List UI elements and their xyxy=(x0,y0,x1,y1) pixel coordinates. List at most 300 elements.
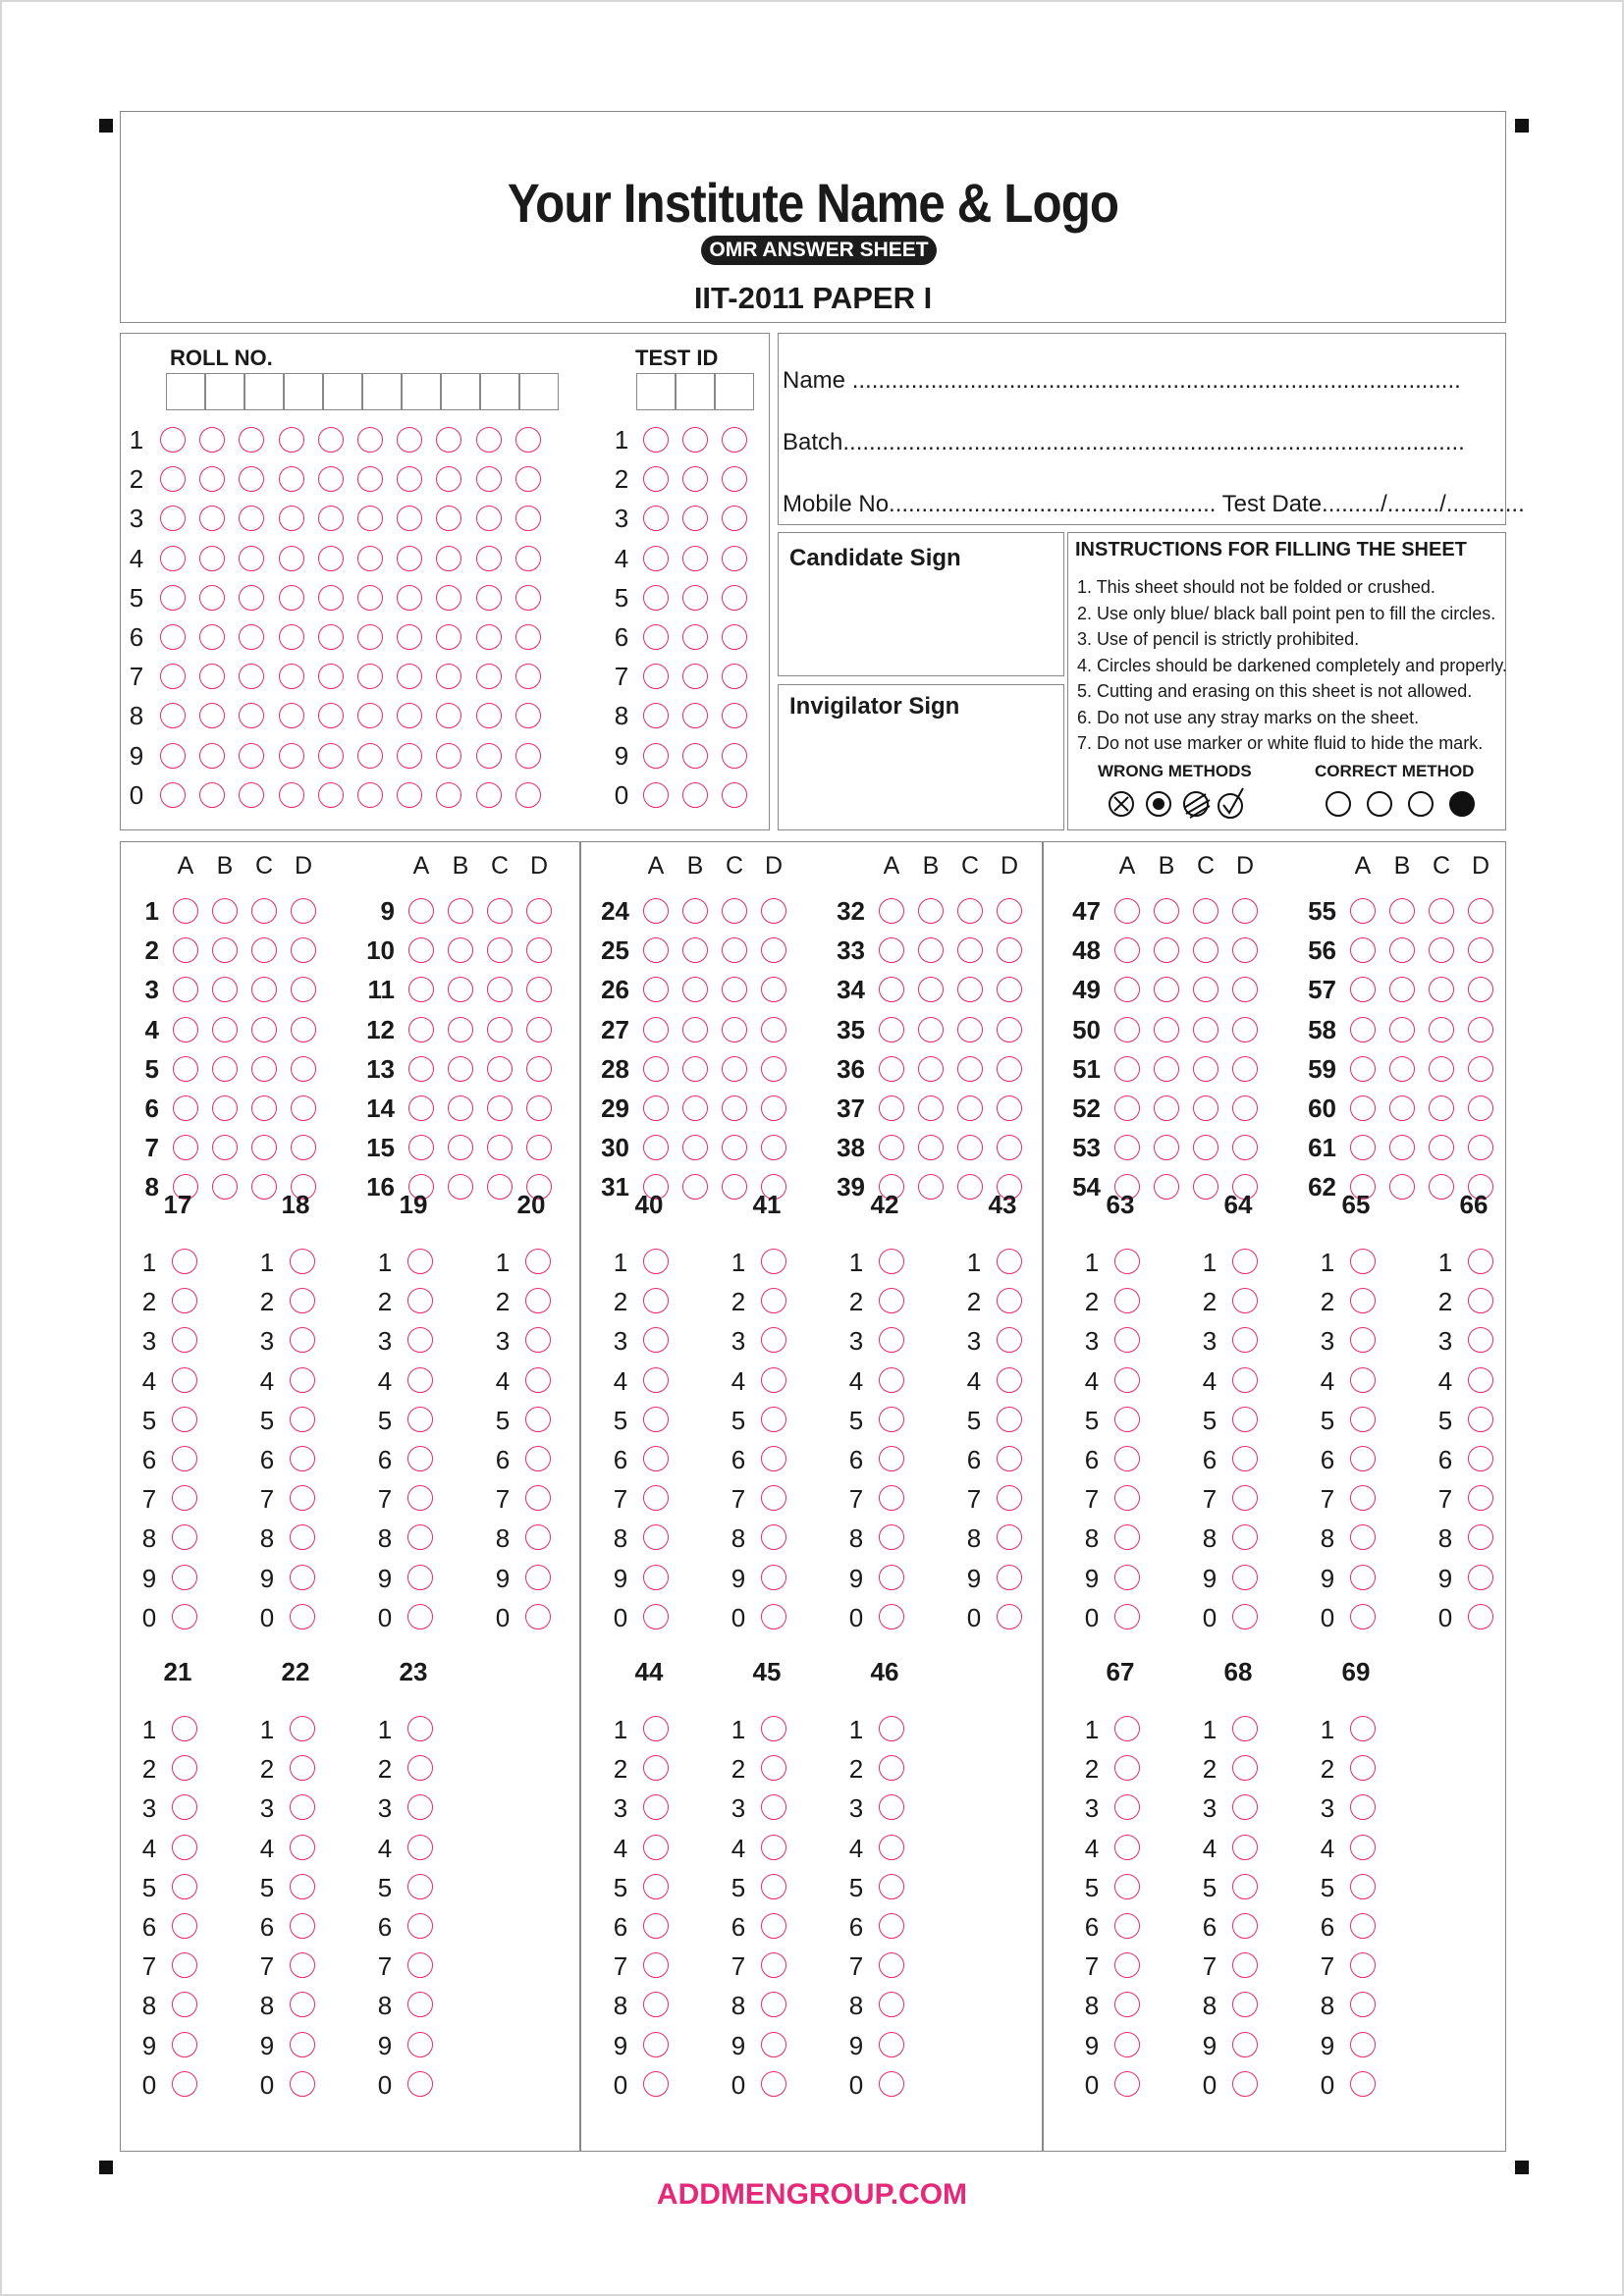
roll-no-bubble[interactable] xyxy=(476,506,502,531)
integer-bubble[interactable] xyxy=(172,2032,197,2057)
answer-bubble[interactable] xyxy=(448,1017,473,1042)
answer-bubble[interactable] xyxy=(212,898,238,924)
integer-bubble[interactable] xyxy=(761,1367,786,1393)
test-id-bubble[interactable] xyxy=(722,546,747,571)
answer-bubble[interactable] xyxy=(1429,1135,1454,1160)
test-id-bubble[interactable] xyxy=(682,585,708,611)
integer-bubble[interactable] xyxy=(1232,1565,1258,1590)
roll-no-bubble[interactable] xyxy=(318,506,344,531)
roll-no-bubble[interactable] xyxy=(515,427,541,453)
answer-bubble[interactable] xyxy=(173,1017,198,1042)
test-id-bubble[interactable] xyxy=(682,782,708,808)
answer-bubble[interactable] xyxy=(448,1095,473,1121)
answer-bubble[interactable] xyxy=(957,898,983,924)
integer-bubble[interactable] xyxy=(172,1407,197,1432)
answer-bubble[interactable] xyxy=(643,1017,669,1042)
answer-bubble[interactable] xyxy=(212,1095,238,1121)
roll-no-bubble[interactable] xyxy=(476,703,502,728)
test-id-bubble[interactable] xyxy=(682,546,708,571)
integer-bubble[interactable] xyxy=(525,1485,551,1511)
integer-bubble[interactable] xyxy=(1114,1716,1140,1741)
answer-bubble[interactable] xyxy=(448,937,473,963)
answer-bubble[interactable] xyxy=(879,1056,904,1082)
answer-bubble[interactable] xyxy=(408,898,434,924)
integer-bubble[interactable] xyxy=(525,1288,551,1313)
integer-bubble[interactable] xyxy=(407,1446,433,1471)
roll-no-bubble[interactable] xyxy=(357,585,383,611)
integer-bubble[interactable] xyxy=(172,1913,197,1939)
answer-bubble[interactable] xyxy=(722,937,747,963)
answer-bubble[interactable] xyxy=(1389,898,1415,924)
integer-bubble[interactable] xyxy=(1468,1288,1493,1313)
integer-bubble[interactable] xyxy=(1114,2032,1140,2057)
integer-bubble[interactable] xyxy=(997,1446,1022,1471)
integer-bubble[interactable] xyxy=(407,1288,433,1313)
answer-bubble[interactable] xyxy=(212,1017,238,1042)
answer-bubble[interactable] xyxy=(448,1135,473,1160)
integer-bubble[interactable] xyxy=(643,2032,669,2057)
integer-bubble[interactable] xyxy=(643,2071,669,2097)
roll-no-bubble[interactable] xyxy=(515,624,541,650)
roll-no-bubble[interactable] xyxy=(239,782,264,808)
roll-no-bubble[interactable] xyxy=(397,427,422,453)
answer-bubble[interactable] xyxy=(957,1095,983,1121)
answer-bubble[interactable] xyxy=(918,937,944,963)
integer-bubble[interactable] xyxy=(879,1874,904,1899)
integer-bubble[interactable] xyxy=(172,1952,197,1978)
answer-bubble[interactable] xyxy=(682,1095,708,1121)
integer-bubble[interactable] xyxy=(525,1367,551,1393)
answer-bubble[interactable] xyxy=(1232,1095,1258,1121)
integer-bubble[interactable] xyxy=(1350,1446,1376,1471)
answer-bubble[interactable] xyxy=(879,1095,904,1121)
roll-no-bubble[interactable] xyxy=(199,782,225,808)
integer-bubble[interactable] xyxy=(997,1565,1022,1590)
integer-bubble[interactable] xyxy=(879,1485,904,1511)
test-id-bubble[interactable] xyxy=(643,624,669,650)
answer-bubble[interactable] xyxy=(1389,1135,1415,1160)
integer-bubble[interactable] xyxy=(879,1952,904,1978)
answer-bubble[interactable] xyxy=(1232,1017,1258,1042)
integer-bubble[interactable] xyxy=(1232,1485,1258,1511)
roll-no-bubble[interactable] xyxy=(199,546,225,571)
answer-bubble[interactable] xyxy=(1429,937,1454,963)
roll-no-bubble[interactable] xyxy=(476,624,502,650)
answer-bubble[interactable] xyxy=(1154,1056,1179,1082)
roll-no-bubble[interactable] xyxy=(318,703,344,728)
roll-no-bubble[interactable] xyxy=(357,427,383,453)
answer-bubble[interactable] xyxy=(526,898,552,924)
answer-bubble[interactable] xyxy=(1389,1095,1415,1121)
answer-bubble[interactable] xyxy=(1468,1056,1493,1082)
answer-bubble[interactable] xyxy=(1193,937,1218,963)
roll-no-bubble[interactable] xyxy=(476,466,502,492)
answer-bubble[interactable] xyxy=(448,898,473,924)
integer-bubble[interactable] xyxy=(290,1446,315,1471)
integer-bubble[interactable] xyxy=(1350,1565,1376,1590)
integer-bubble[interactable] xyxy=(407,1874,433,1899)
integer-bubble[interactable] xyxy=(172,1604,197,1629)
integer-bubble[interactable] xyxy=(290,2032,315,2057)
integer-bubble[interactable] xyxy=(407,1565,433,1590)
integer-bubble[interactable] xyxy=(643,1367,669,1393)
answer-bubble[interactable] xyxy=(1429,898,1454,924)
integer-bubble[interactable] xyxy=(761,1288,786,1313)
roll-no-bubble[interactable] xyxy=(318,782,344,808)
integer-bubble[interactable] xyxy=(643,1604,669,1629)
integer-bubble[interactable] xyxy=(1350,2071,1376,2097)
integer-bubble[interactable] xyxy=(290,1249,315,1274)
integer-bubble[interactable] xyxy=(879,1446,904,1471)
integer-bubble[interactable] xyxy=(1114,1407,1140,1432)
answer-bubble[interactable] xyxy=(1468,937,1493,963)
integer-bubble[interactable] xyxy=(525,1604,551,1629)
integer-bubble[interactable] xyxy=(761,1913,786,1939)
integer-bubble[interactable] xyxy=(1232,1913,1258,1939)
integer-bubble[interactable] xyxy=(1232,1249,1258,1274)
answer-bubble[interactable] xyxy=(526,1095,552,1121)
roll-no-bubble[interactable] xyxy=(515,782,541,808)
integer-bubble[interactable] xyxy=(879,1755,904,1781)
answer-bubble[interactable] xyxy=(879,1017,904,1042)
integer-bubble[interactable] xyxy=(643,1288,669,1313)
integer-bubble[interactable] xyxy=(643,1952,669,1978)
roll-no-bubble[interactable] xyxy=(279,506,304,531)
roll-no-bubble[interactable] xyxy=(357,664,383,689)
answer-bubble[interactable] xyxy=(761,1135,786,1160)
integer-bubble[interactable] xyxy=(1232,1952,1258,1978)
integer-bubble[interactable] xyxy=(1232,1835,1258,1860)
answer-bubble[interactable] xyxy=(448,1056,473,1082)
test-id-bubble[interactable] xyxy=(643,427,669,453)
answer-bubble[interactable] xyxy=(1468,1095,1493,1121)
answer-bubble[interactable] xyxy=(957,937,983,963)
answer-bubble[interactable] xyxy=(643,937,669,963)
roll-no-bubble[interactable] xyxy=(239,585,264,611)
roll-no-bubble[interactable] xyxy=(199,743,225,769)
integer-bubble[interactable] xyxy=(407,1835,433,1860)
answer-bubble[interactable] xyxy=(1154,898,1179,924)
answer-bubble[interactable] xyxy=(1193,1056,1218,1082)
roll-no-bubble[interactable] xyxy=(279,585,304,611)
integer-bubble[interactable] xyxy=(879,2032,904,2057)
integer-bubble[interactable] xyxy=(1114,1604,1140,1629)
answer-bubble[interactable] xyxy=(212,1135,238,1160)
answer-bubble[interactable] xyxy=(487,1056,513,1082)
answer-bubble[interactable] xyxy=(761,1056,786,1082)
integer-bubble[interactable] xyxy=(1114,1835,1140,1860)
integer-bubble[interactable] xyxy=(1350,1367,1376,1393)
test-id-bubble[interactable] xyxy=(722,466,747,492)
answer-bubble[interactable] xyxy=(173,1135,198,1160)
integer-bubble[interactable] xyxy=(879,1249,904,1274)
answer-bubble[interactable] xyxy=(1154,1095,1179,1121)
name-field[interactable]: Name ............................................................................................. xyxy=(783,367,1461,394)
integer-bubble[interactable] xyxy=(407,1485,433,1511)
roll-no-bubble[interactable] xyxy=(397,782,422,808)
roll-no-bubble[interactable] xyxy=(279,427,304,453)
answer-bubble[interactable] xyxy=(682,1056,708,1082)
roll-no-bubble[interactable] xyxy=(279,624,304,650)
roll-no-bubble[interactable] xyxy=(318,427,344,453)
answer-bubble[interactable] xyxy=(526,1017,552,1042)
roll-no-bubble[interactable] xyxy=(160,782,186,808)
integer-bubble[interactable] xyxy=(643,1835,669,1860)
integer-bubble[interactable] xyxy=(1350,1249,1376,1274)
integer-bubble[interactable] xyxy=(643,1913,669,1939)
roll-no-bubble[interactable] xyxy=(160,546,186,571)
candidate-sign-box[interactable] xyxy=(778,532,1064,676)
integer-bubble[interactable] xyxy=(407,1407,433,1432)
test-id-bubble[interactable] xyxy=(722,585,747,611)
answer-bubble[interactable] xyxy=(526,1056,552,1082)
answer-bubble[interactable] xyxy=(291,937,316,963)
integer-bubble[interactable] xyxy=(761,1249,786,1274)
integer-bubble[interactable] xyxy=(407,1716,433,1741)
integer-bubble[interactable] xyxy=(1232,2032,1258,2057)
test-id-bubble[interactable] xyxy=(682,427,708,453)
answer-bubble[interactable] xyxy=(1389,1017,1415,1042)
test-id-bubble[interactable] xyxy=(643,782,669,808)
answer-bubble[interactable] xyxy=(173,1056,198,1082)
answer-bubble[interactable] xyxy=(918,1056,944,1082)
integer-bubble[interactable] xyxy=(407,2071,433,2097)
answer-bubble[interactable] xyxy=(173,1095,198,1121)
answer-bubble[interactable] xyxy=(1350,937,1376,963)
integer-bubble[interactable] xyxy=(1114,2071,1140,2097)
roll-no-bubble[interactable] xyxy=(515,743,541,769)
integer-bubble[interactable] xyxy=(1468,1604,1493,1629)
answer-bubble[interactable] xyxy=(997,1056,1022,1082)
answer-bubble[interactable] xyxy=(408,1017,434,1042)
integer-bubble[interactable] xyxy=(997,1485,1022,1511)
integer-bubble[interactable] xyxy=(997,1407,1022,1432)
roll-no-digit-cell[interactable] xyxy=(402,373,441,410)
integer-bubble[interactable] xyxy=(172,1565,197,1590)
answer-bubble[interactable] xyxy=(291,1095,316,1121)
answer-bubble[interactable] xyxy=(1114,1056,1140,1082)
roll-no-bubble[interactable] xyxy=(397,624,422,650)
integer-bubble[interactable] xyxy=(761,1604,786,1629)
integer-bubble[interactable] xyxy=(1114,1446,1140,1471)
integer-bubble[interactable] xyxy=(1114,1485,1140,1511)
answer-bubble[interactable] xyxy=(1114,1095,1140,1121)
test-id-bubble[interactable] xyxy=(682,624,708,650)
answer-bubble[interactable] xyxy=(526,937,552,963)
integer-bubble[interactable] xyxy=(172,1485,197,1511)
integer-bubble[interactable] xyxy=(879,1565,904,1590)
roll-no-digit-cell[interactable] xyxy=(166,373,205,410)
integer-bubble[interactable] xyxy=(407,1249,433,1274)
roll-no-bubble[interactable] xyxy=(515,546,541,571)
mobile-date-field[interactable]: Mobile No.................................................. Test Date........./......../............ xyxy=(783,491,1525,517)
answer-bubble[interactable] xyxy=(682,1017,708,1042)
answer-bubble[interactable] xyxy=(1468,1135,1493,1160)
roll-no-digit-cell[interactable] xyxy=(362,373,402,410)
roll-no-bubble[interactable] xyxy=(436,743,461,769)
test-id-bubble[interactable] xyxy=(643,466,669,492)
answer-bubble[interactable] xyxy=(1154,1135,1179,1160)
answer-bubble[interactable] xyxy=(918,898,944,924)
answer-bubble[interactable] xyxy=(722,1135,747,1160)
answer-bubble[interactable] xyxy=(957,1056,983,1082)
integer-bubble[interactable] xyxy=(1468,1407,1493,1432)
roll-no-bubble[interactable] xyxy=(279,546,304,571)
answer-bubble[interactable] xyxy=(1232,1135,1258,1160)
roll-no-bubble[interactable] xyxy=(318,585,344,611)
integer-bubble[interactable] xyxy=(1468,1446,1493,1471)
integer-bubble[interactable] xyxy=(1114,1565,1140,1590)
integer-bubble[interactable] xyxy=(879,1835,904,1860)
answer-bubble[interactable] xyxy=(1350,1017,1376,1042)
test-id-bubble[interactable] xyxy=(722,664,747,689)
integer-bubble[interactable] xyxy=(879,1913,904,1939)
roll-no-bubble[interactable] xyxy=(357,624,383,650)
answer-bubble[interactable] xyxy=(722,1095,747,1121)
integer-bubble[interactable] xyxy=(643,1249,669,1274)
answer-bubble[interactable] xyxy=(173,937,198,963)
answer-bubble[interactable] xyxy=(487,898,513,924)
integer-bubble[interactable] xyxy=(997,1367,1022,1393)
answer-bubble[interactable] xyxy=(291,1056,316,1082)
integer-bubble[interactable] xyxy=(525,1407,551,1432)
test-id-bubble[interactable] xyxy=(643,546,669,571)
answer-bubble[interactable] xyxy=(1429,1095,1454,1121)
answer-bubble[interactable] xyxy=(408,1135,434,1160)
integer-bubble[interactable] xyxy=(1114,1288,1140,1313)
answer-bubble[interactable] xyxy=(1350,1135,1376,1160)
integer-bubble[interactable] xyxy=(172,1288,197,1313)
integer-bubble[interactable] xyxy=(1232,1716,1258,1741)
answer-bubble[interactable] xyxy=(918,1135,944,1160)
integer-bubble[interactable] xyxy=(761,1446,786,1471)
integer-bubble[interactable] xyxy=(1468,1485,1493,1511)
roll-no-bubble[interactable] xyxy=(357,466,383,492)
integer-bubble[interactable] xyxy=(172,1446,197,1471)
integer-bubble[interactable] xyxy=(1350,1604,1376,1629)
roll-no-bubble[interactable] xyxy=(476,427,502,453)
roll-no-bubble[interactable] xyxy=(318,743,344,769)
answer-bubble[interactable] xyxy=(682,1135,708,1160)
answer-bubble[interactable] xyxy=(487,937,513,963)
answer-bubble[interactable] xyxy=(173,898,198,924)
roll-no-bubble[interactable] xyxy=(160,585,186,611)
roll-no-bubble[interactable] xyxy=(239,743,264,769)
integer-bubble[interactable] xyxy=(1350,1407,1376,1432)
integer-bubble[interactable] xyxy=(290,1565,315,1590)
integer-bubble[interactable] xyxy=(525,1446,551,1471)
roll-no-bubble[interactable] xyxy=(357,743,383,769)
answer-bubble[interactable] xyxy=(997,898,1022,924)
answer-bubble[interactable] xyxy=(251,1056,277,1082)
integer-bubble[interactable] xyxy=(1232,2071,1258,2097)
answer-bubble[interactable] xyxy=(997,937,1022,963)
integer-bubble[interactable] xyxy=(997,1604,1022,1629)
integer-bubble[interactable] xyxy=(407,2032,433,2057)
roll-no-digit-cell[interactable] xyxy=(244,373,284,410)
roll-no-bubble[interactable] xyxy=(279,664,304,689)
integer-bubble[interactable] xyxy=(1232,1288,1258,1313)
integer-bubble[interactable] xyxy=(290,1755,315,1781)
answer-bubble[interactable] xyxy=(957,1135,983,1160)
roll-no-bubble[interactable] xyxy=(160,466,186,492)
answer-bubble[interactable] xyxy=(1389,937,1415,963)
answer-bubble[interactable] xyxy=(408,1056,434,1082)
integer-bubble[interactable] xyxy=(1350,1485,1376,1511)
answer-bubble[interactable] xyxy=(761,1095,786,1121)
integer-bubble[interactable] xyxy=(643,1874,669,1899)
integer-bubble[interactable] xyxy=(290,1835,315,1860)
roll-no-bubble[interactable] xyxy=(476,782,502,808)
test-id-bubble[interactable] xyxy=(682,743,708,769)
answer-bubble[interactable] xyxy=(526,1135,552,1160)
integer-bubble[interactable] xyxy=(290,1367,315,1393)
roll-no-bubble[interactable] xyxy=(199,585,225,611)
roll-no-bubble[interactable] xyxy=(279,466,304,492)
integer-bubble[interactable] xyxy=(1232,1367,1258,1393)
integer-bubble[interactable] xyxy=(290,1952,315,1978)
integer-bubble[interactable] xyxy=(879,1288,904,1313)
integer-bubble[interactable] xyxy=(290,2071,315,2097)
roll-no-bubble[interactable] xyxy=(476,664,502,689)
answer-bubble[interactable] xyxy=(251,1017,277,1042)
integer-bubble[interactable] xyxy=(879,1407,904,1432)
answer-bubble[interactable] xyxy=(408,937,434,963)
integer-bubble[interactable] xyxy=(525,1249,551,1274)
answer-bubble[interactable] xyxy=(997,1017,1022,1042)
roll-no-bubble[interactable] xyxy=(279,782,304,808)
test-id-bubble[interactable] xyxy=(722,427,747,453)
integer-bubble[interactable] xyxy=(761,1874,786,1899)
roll-no-digit-cell[interactable] xyxy=(519,373,559,410)
answer-bubble[interactable] xyxy=(291,1135,316,1160)
integer-bubble[interactable] xyxy=(1350,1716,1376,1741)
integer-bubble[interactable] xyxy=(172,1874,197,1899)
roll-no-bubble[interactable] xyxy=(318,466,344,492)
answer-bubble[interactable] xyxy=(682,937,708,963)
integer-bubble[interactable] xyxy=(290,1874,315,1899)
test-id-bubble[interactable] xyxy=(722,743,747,769)
answer-bubble[interactable] xyxy=(879,937,904,963)
answer-bubble[interactable] xyxy=(291,898,316,924)
answer-bubble[interactable] xyxy=(212,1056,238,1082)
integer-bubble[interactable] xyxy=(643,1716,669,1741)
roll-no-bubble[interactable] xyxy=(515,466,541,492)
integer-bubble[interactable] xyxy=(1350,1952,1376,1978)
integer-bubble[interactable] xyxy=(1114,1913,1140,1939)
invigilator-sign-box[interactable] xyxy=(778,684,1064,830)
integer-bubble[interactable] xyxy=(1468,1367,1493,1393)
roll-no-bubble[interactable] xyxy=(476,743,502,769)
answer-bubble[interactable] xyxy=(1232,937,1258,963)
integer-bubble[interactable] xyxy=(407,1952,433,1978)
answer-bubble[interactable] xyxy=(212,937,238,963)
integer-bubble[interactable] xyxy=(172,1716,197,1741)
integer-bubble[interactable] xyxy=(1350,1755,1376,1781)
test-id-digit-cell[interactable] xyxy=(715,373,754,410)
answer-bubble[interactable] xyxy=(1468,1017,1493,1042)
integer-bubble[interactable] xyxy=(879,1367,904,1393)
roll-no-bubble[interactable] xyxy=(160,664,186,689)
integer-bubble[interactable] xyxy=(172,1367,197,1393)
integer-bubble[interactable] xyxy=(1350,2032,1376,2057)
test-id-bubble[interactable] xyxy=(643,585,669,611)
answer-bubble[interactable] xyxy=(682,898,708,924)
roll-no-bubble[interactable] xyxy=(279,703,304,728)
integer-bubble[interactable] xyxy=(1232,1874,1258,1899)
answer-bubble[interactable] xyxy=(1193,1095,1218,1121)
roll-no-bubble[interactable] xyxy=(199,624,225,650)
